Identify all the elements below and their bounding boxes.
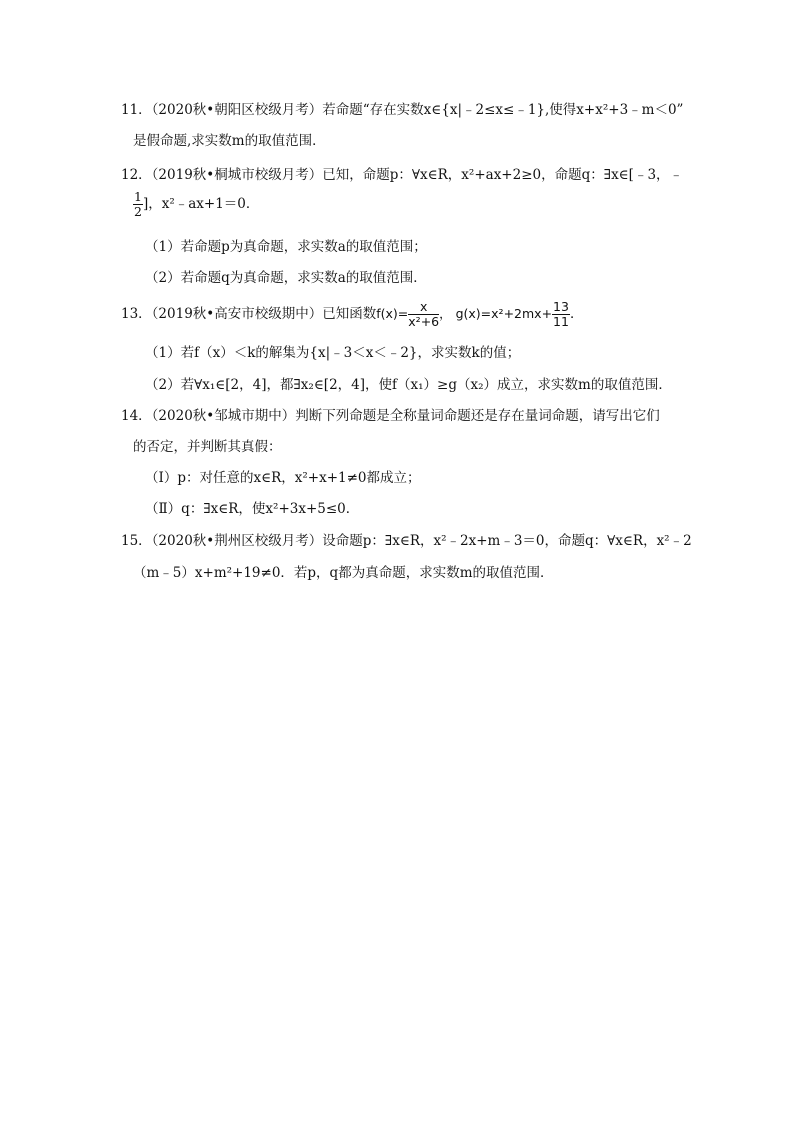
function-g-lhs: ， g(x)=x²+2mx+ [439,306,553,321]
function-f-denominator: x²+6 [408,314,440,329]
fraction-numerator: 1 [134,189,142,204]
problem-11-line-1: 11．（2020秋•朝阳区校级月考）若命题“存在实数x∈{x|﹣2≤x≤﹣1},使得x+x²+3﹣m＜0” [121,102,684,118]
function-f-numerator: x [408,300,439,315]
function-g-denominator: 11 [553,314,569,329]
fraction-one-half [133,190,143,219]
function-f-lhs: f(x)= [376,306,409,321]
problem-12-line-2 [133,190,259,219]
fraction-denominator: 2 [134,204,142,219]
problem-13-sub-1: （1）若f（x）＜k的解集为{x|﹣3＜x＜﹣2}，求实数k的值； [145,345,521,361]
function-g-numerator: 13 [553,299,569,314]
problem-14-sub-2: （Ⅱ）q：∃x∈R，使x²+3x+5≤0． [145,501,360,517]
problem-12-line-1: 12．（2019秋•桐城市校级月考）已知，命题p：∀x∈R，x²+ax+2≥0，命题q：∃x∈[﹣3，﹣ [121,167,684,183]
function-f-fraction [408,300,439,329]
problem-12-line-2-text: ]，x²﹣ax+1＝0． [142,196,260,212]
problem-13-prefix: 13．（2019秋•高安市校级期中）已知函数 [121,306,377,322]
problem-15-line-2: （m﹣5）x+m²+19≠0．若p，q都为真命题，求实数m的取值范围． [133,565,554,581]
problem-15-line-1: 15．（2020秋•荆州区校级月考）设命题p：∃x∈R，x²﹣2x+m﹣3＝0，命题q：∀x∈R，x²﹣2 [121,533,692,549]
problem-14-line-2: 的否定，并判断其真假： [133,439,282,455]
function-g-fraction [552,300,570,329]
problem-12-sub-2: （2）若命题q为真命题，求实数a的取值范围． [145,270,427,286]
problem-13-line-1 [121,294,583,334]
problem-13-end: ． [569,306,584,322]
problem-13-sub-2: （2）若∀x₁∈[2，4]，都∃x₂∈[2，4]，使f（x₁）≥g（x₂）成立，求实数m的取值范围． [145,377,672,393]
problem-12-sub-1: （1）若命题p为真命题，求实数a的取值范围； [145,239,427,255]
problem-11-line-2: 是假命题,求实数m的取值范围． [133,133,326,149]
problem-14-sub-1: （Ⅰ）p：对任意的x∈R，x²+x+1≠0都成立； [145,470,421,486]
problem-14-line-1: 14．（2020秋•邹城市期中）判断下列命题是全称量词命题还是存在量词命题，请写出它们 [121,408,660,424]
